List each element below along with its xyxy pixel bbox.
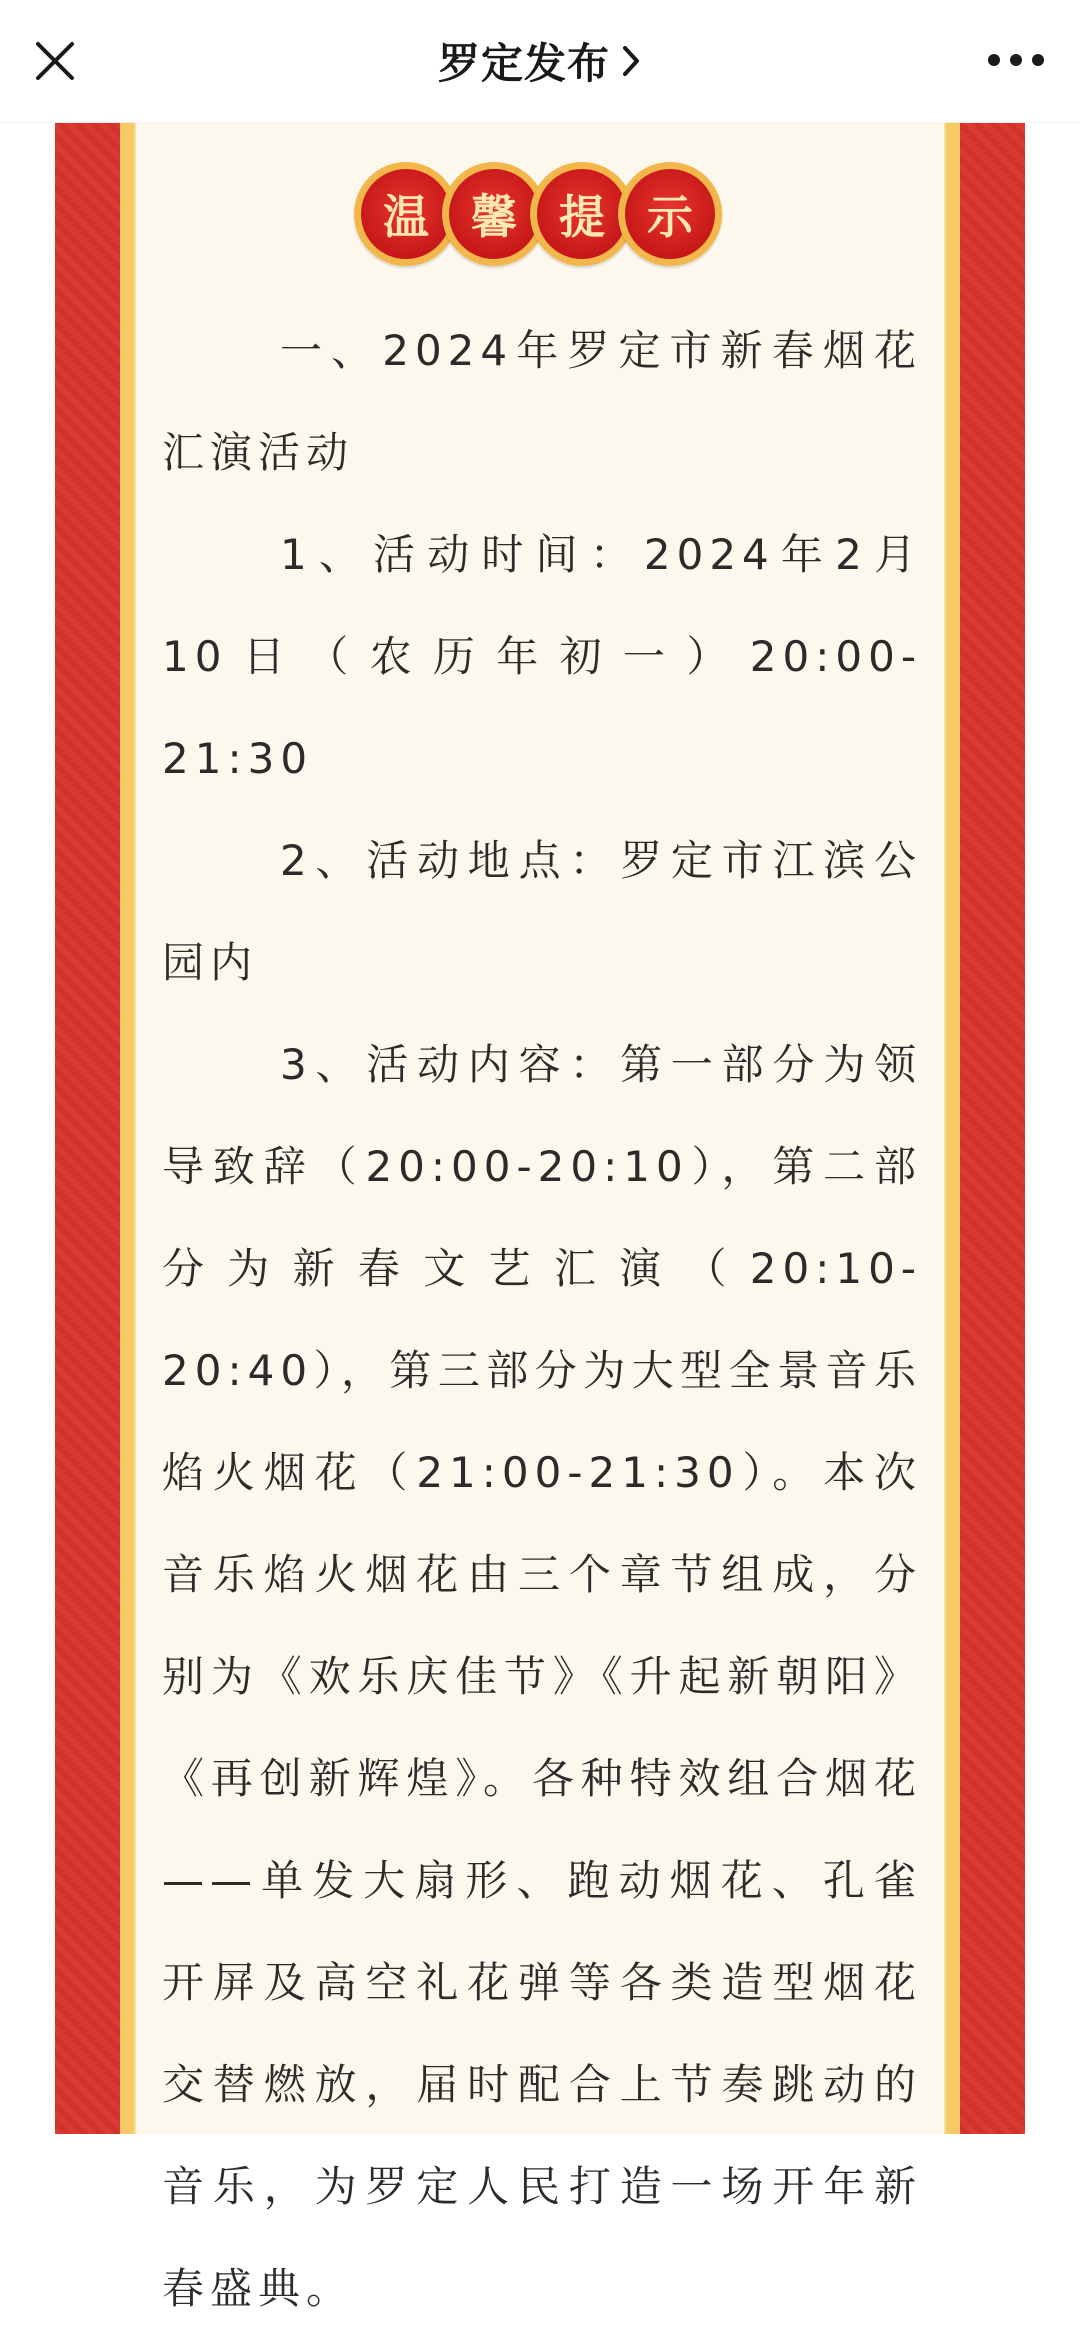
badge-char: 提 xyxy=(530,162,634,266)
notice-title-badges xyxy=(354,162,726,272)
article-paragraph: 一、2024年罗定市新春烟花汇演活动 xyxy=(162,326,922,477)
top-navigation-bar xyxy=(0,0,1080,123)
badge-char: 温 xyxy=(354,162,458,266)
badge-char: 馨 xyxy=(442,162,546,266)
article-paragraph: 1、活动时间：2024年2月10日（农历年初一）20:00-21:30 xyxy=(162,530,922,783)
article-paragraph: 2、活动地点：罗定市江滨公园内 xyxy=(162,836,922,987)
article-paragraph: 3、活动内容：第一部分为领导致辞（20:00-20:10），第二部分为新春文艺汇演（20:10-20:40），第三部分为大型全景音乐焰火烟花（21:00-21:30）。本次音乐焰火烟花由三个章节组成，分别为《欢乐庆佳节》《升起新朝阳》《再创新辉煌》。各种特效组合烟花——单发大扇形、跑动烟花、孔雀开屏及高空礼花弹等各类造型烟花交替燃放，届时配合上节奏跳动的音乐，为罗定人民打造一场开年新春盛典。 xyxy=(162,1040,922,2313)
chevron-right-icon xyxy=(620,43,642,79)
article-body xyxy=(162,300,922,2340)
badge-char: 示 xyxy=(618,162,722,266)
account-title[interactable] xyxy=(0,0,1080,122)
more-horizontal-icon[interactable] xyxy=(980,40,1052,80)
account-title-text[interactable]: 罗定发布 xyxy=(437,39,610,88)
